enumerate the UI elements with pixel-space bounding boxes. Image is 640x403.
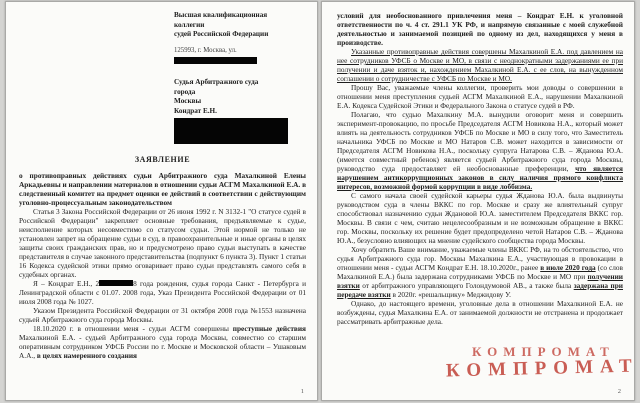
text-run: Полагаю, что судью Махалкину М.А. вынудили оговорит меня и совершить эксперимент-провокацию, по просьбе Председателя АСГМ Новикова Н.А., который может влиять на деятельность сотрудников УФСБ по Москве и МО в силу того, что Заместитель начальника УФСБ по Москве и МО Натаров С.В. может находится в зависимости от Председателя АСГМ Новикова Н.А., поскольку супруга Натарова С.В. – Жданова Ю.А. (имеется совместный ребенок) является судьей Арбитражного суда города Москвы, руководство суда предоставляет ей необоснованные преференции, <box>337 110 623 173</box>
text-run: от арбитражного управляющего Голондумовой АВ., а также была <box>359 281 574 290</box>
recipient-line: города <box>174 87 196 96</box>
page-2 <box>321 1 640 401</box>
letterhead-line: судей Российской Федерации <box>174 30 269 38</box>
recipient-line: Москвы <box>174 97 202 105</box>
redaction-bar <box>174 57 257 64</box>
document-title: ЗАЯВЛЕНИЕ <box>134 155 191 164</box>
text-run: Хочу обратить Ваше внимание, уважаемые члены ВККС РФ, на то обстоятельство, что судья Арбитражного суда гор. Москвы Махалкина Е.А., участвующая в провокации в отношении меня - судьи АСГМ Кондрат Е.Н. 18.10.2020г., ранее <box>337 245 623 272</box>
text-run: в целях намеренного создания <box>36 351 137 360</box>
text-run: С самого начала своей судейской карьеры судья Жданова Ю.А. была выдвинуты руководством суда в члены ВККС по гор. Москве и сразу же влиятельный супруг способствовал назначению судьи Ждановой Ю.А. заместителем Председателя ВККС гор. Москвы. В связи с чем, считаю нецелесообразным и не возможным обращение в ВККС гор. Москвы, поскольку их решение будет предопределено четой Натаров С.В. – Жданова Ю.А., безусловно влияющих на мнение судейского сообщества города Москвы. <box>337 191 623 245</box>
text-run: о противоправных действиях судьи Арбитражного суда Махалкиной Елены Аркадьевны и направлении материалов в отношении судьи АСГМ Махалкиной Е.А. в следственный комитет на предмет оценки ее действий в соответствии с действующим уголовно-процессуальным законодательством <box>19 171 307 207</box>
text-run: (со слов Махалкиной Е.А.) была задержана сотрудниками УФСБ по Москве и МО при <box>337 263 623 281</box>
letterhead-line: Высшая квалификационная <box>174 11 268 19</box>
text-run: задержана при передаче взятки <box>337 281 623 299</box>
text-run: Махалкиной Е.А. - судьей Арбитражного суда города Москвы, совместно со старшим оперативным сотрудником УФСБ России по г. Москве и Московской области – Ушаковым А.А., <box>19 333 306 360</box>
text-run: 18.10.2020 г. в отношении меня - судьи АСГМ совершены <box>33 324 233 333</box>
text-run: в 2020г. «решальщику» Меджидову У. <box>390 290 511 299</box>
text-run: в июле 2020 года <box>540 263 596 272</box>
watermark: КОМПРОМАТ <box>446 355 640 382</box>
paragraph <box>337 11 623 47</box>
recipient-line: Кондрат Е.Н. <box>174 106 217 115</box>
text-run: Однако, до настоящего времени, уголовные дела в отношении Махалкиной Е.А. не возбуждены, судья Махалкина Е.А. от занимаемой должности не отстранена и продолжает рассматривать арбитражные дела. <box>337 299 623 326</box>
text-run: получении взятки <box>337 272 623 290</box>
page-1 <box>5 1 318 401</box>
paragraph <box>19 306 306 324</box>
redaction-bar <box>99 280 133 286</box>
letterhead-address: 125993, г. Москва, ул. <box>174 46 237 54</box>
page-number: 1 <box>300 388 304 395</box>
page-body <box>19 171 306 360</box>
redaction-bar <box>174 118 288 144</box>
paragraph <box>19 171 306 207</box>
text-run: преступные действия <box>232 324 307 333</box>
text-run: Прошу Вас, уважаемые члены коллегии, проверить мои доводы о совершении в отношении меня преступления судьей АСГМ Махалкиной Е.А., нарушении Махалкиной Е.А. Кодекса Судейской Этики и Федерального Закона о статусе судей в РФ. <box>337 83 623 110</box>
text-run: условий для необоснованного привлечения меня – Кондрат Е.Н. к уголовной ответственности по ч. 4 ст. 291.1 УК РФ, и напрямую связанные с моей служебной деятельностью и занимаемой позицией по одному из дел, находящихся у меня в производстве. <box>337 11 623 47</box>
letterhead-line: коллегии <box>174 20 205 29</box>
text-run: Указанные противоправные действия совершены Махалкиной Е.А. под давлением на нее сотрудников УФСБ о Москве и МО, в связи с неоднократными задержаниями ее при получении и даче взяток и, нахождением Махалкиной Е.А. с ее слов, на вынужденном соглашении о сотрудничестве с УФСБ по Москве и МО. <box>337 47 623 83</box>
text-run: Я – Кондрат Е.Н., 2 <box>33 279 100 288</box>
text-run: что является нарушением антикоррупционных законов в силу наличия прямого конфликта интересов, возможной формой коррупции в виде лоббизма. <box>337 164 623 191</box>
paragraph <box>337 47 623 83</box>
page-body <box>337 11 623 326</box>
recipient-block <box>174 78 306 144</box>
recipient-line: Судья Арбитражного суда <box>174 78 259 86</box>
paragraph <box>337 83 623 110</box>
paragraph <box>19 324 306 360</box>
paragraph <box>19 207 306 279</box>
letterhead <box>174 11 306 144</box>
watermark-fragment-text: КОМПРОМАТ <box>472 344 615 359</box>
page-number: 2 <box>617 388 621 395</box>
paragraph <box>337 110 623 191</box>
text-run: Статья 3 Закона Российской Федерации от 26 июня 1992 г. N 3132-1 "О статусе судей в Российской Федерации" закрепляет основные требования, предъявляемые к судье, неисполнение которых несовместимо со статусом судьи. Этой нормой не только не установлен запрет на обращение судьи в суд, в правоохранительные и иные органы в целях защиты своих гражданских прав, но и предусмотрено право судьи выступать в качестве представителя в случае законного представительства (подпункт 6 пункта 3). Пункт 1 статьи 16 Кодекса судейской этики прямо оговаривает право судьи представлять самого себя в судебных органах. <box>19 207 306 279</box>
paragraph <box>337 245 623 299</box>
paragraph <box>337 299 623 326</box>
paragraph <box>19 279 306 306</box>
paragraph <box>337 191 623 245</box>
text-run: 8 года рождения, судья города Санкт - Петербурга и Ленинградской области с 01.07. 2008 года, Указ Президента Российской Федерации от 01 июля 2008 года № 1027. <box>19 279 306 306</box>
text-run: Указом Президента Российской Федерации от 31 октября 2008 года №1553 назначена судьей Арбитражного суда города Москвы. <box>19 306 306 324</box>
watermark-fragment <box>472 344 632 359</box>
